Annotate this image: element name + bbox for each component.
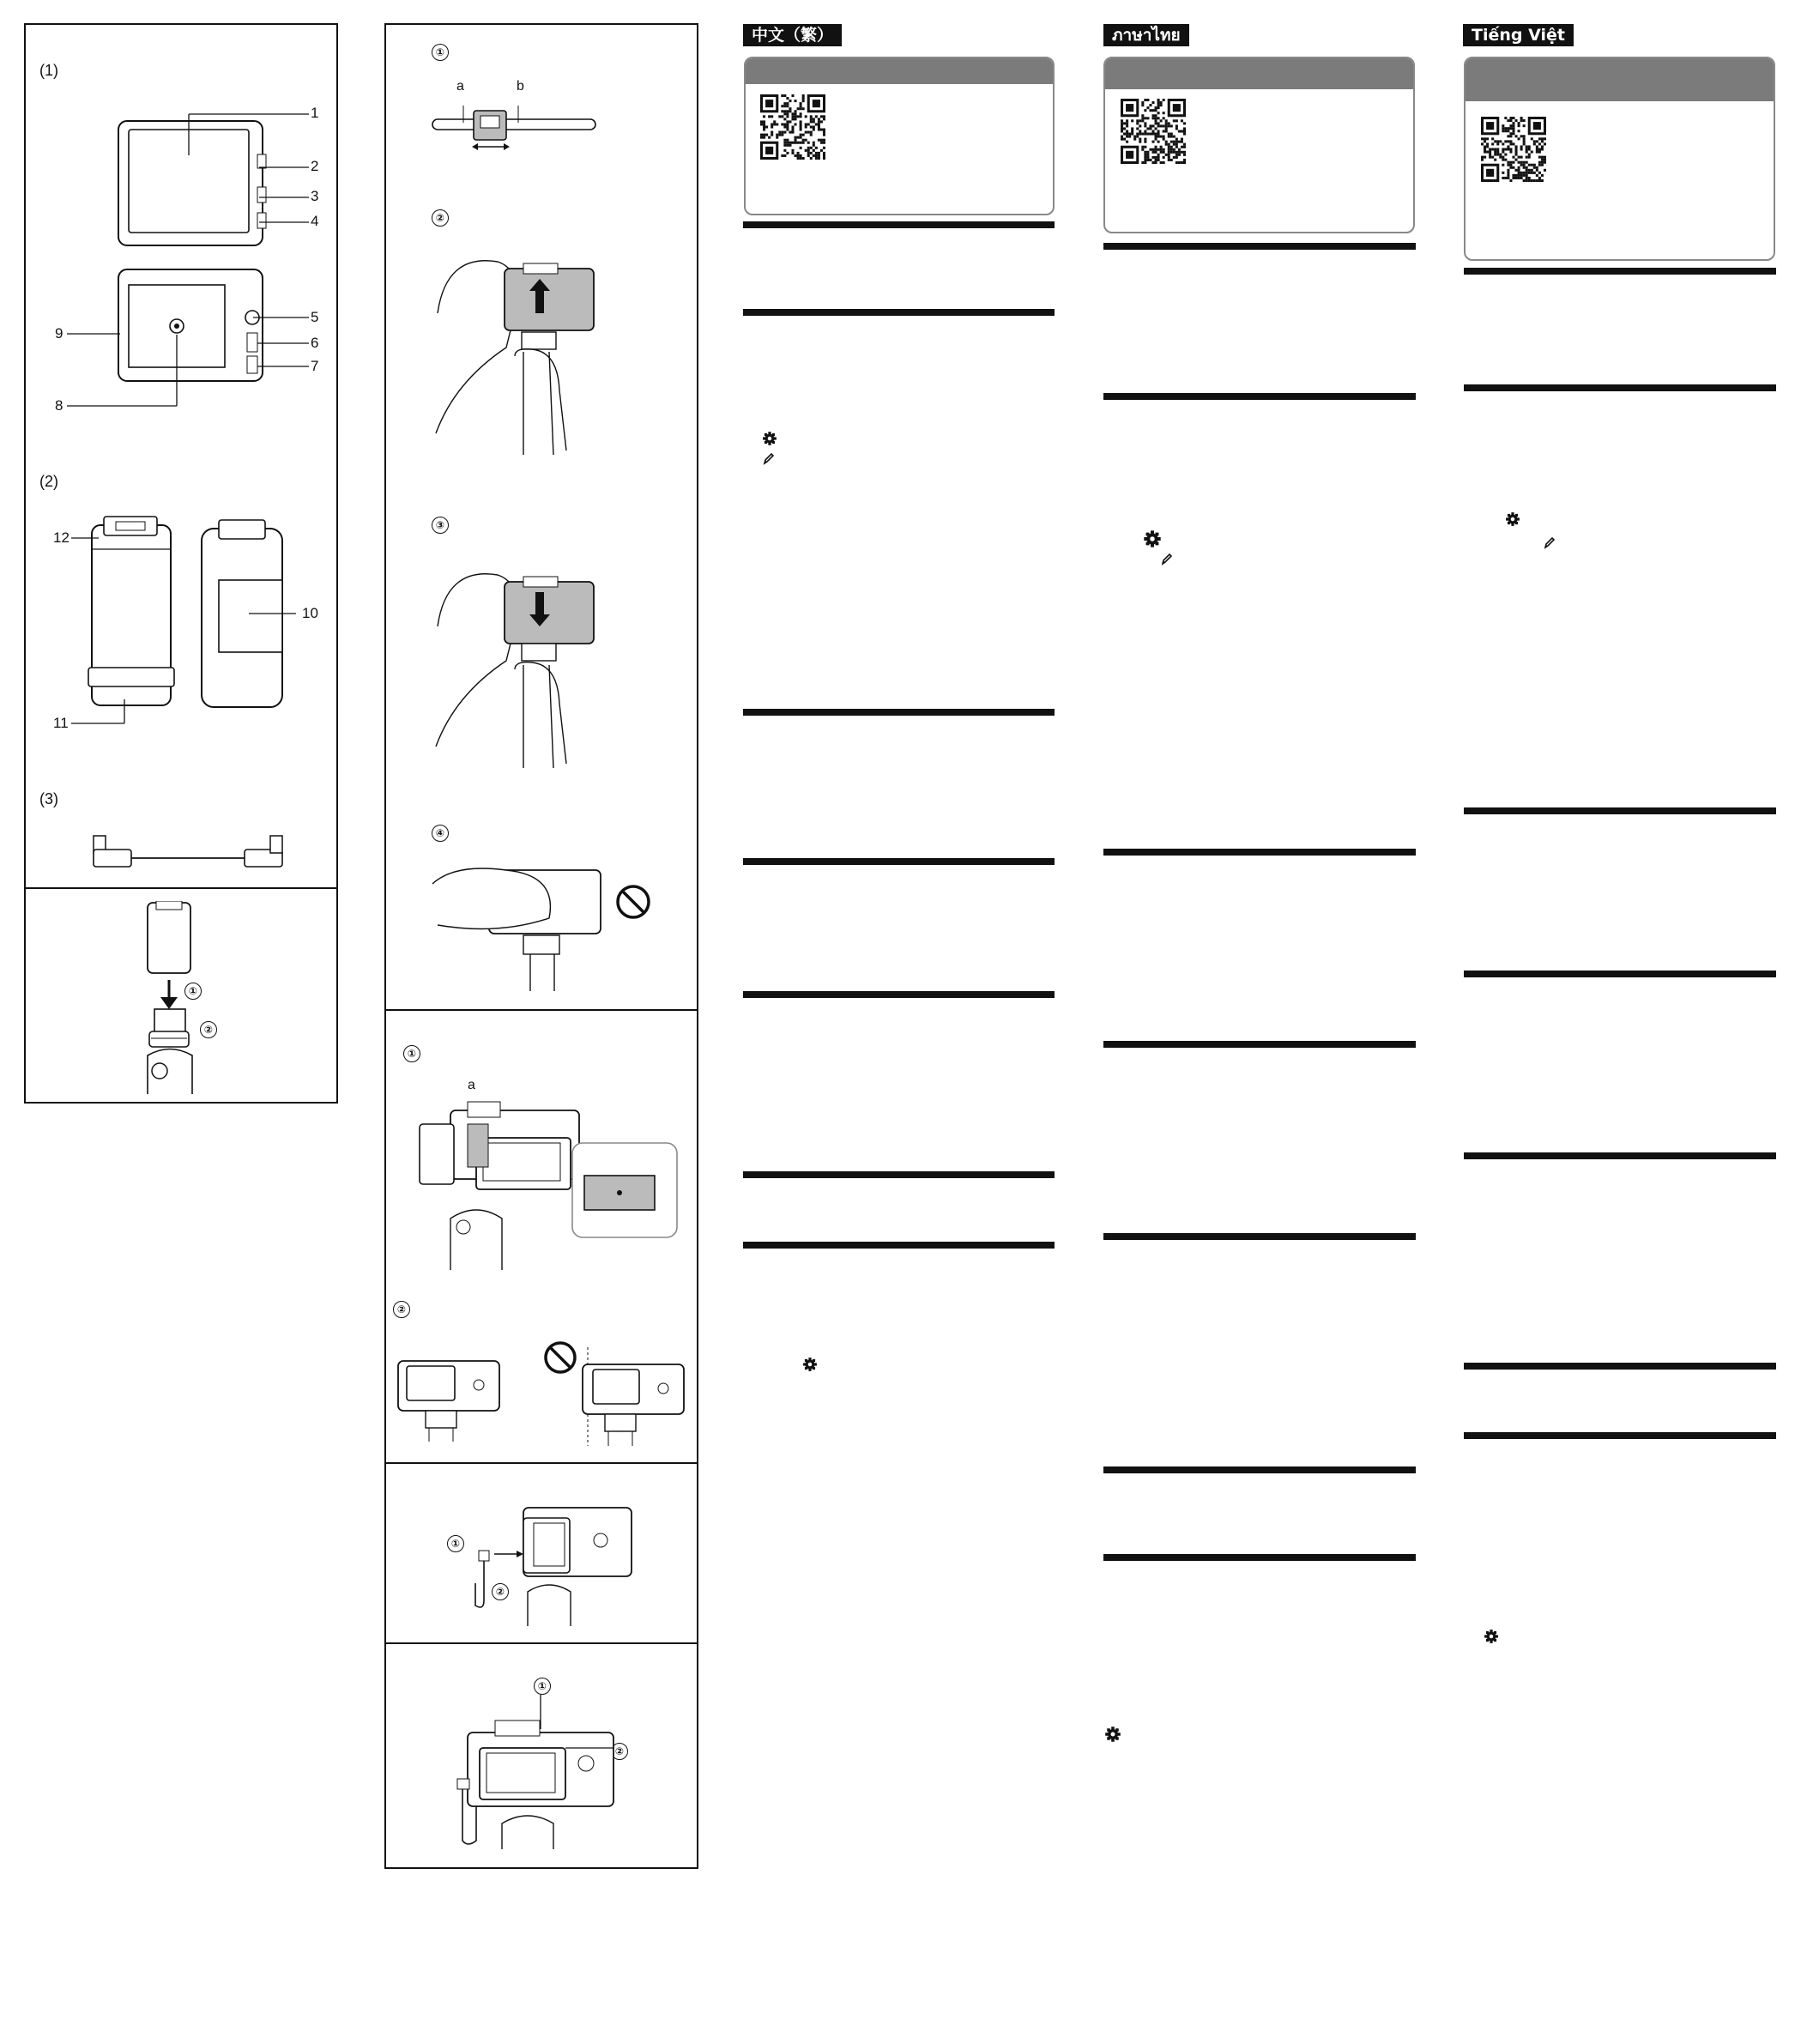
callout-1: 1 (311, 105, 319, 121)
section-rule (1103, 1041, 1416, 1048)
marker-a-label: a (468, 1078, 475, 1092)
holder-top-view-illustration (429, 99, 601, 152)
section-rule (1103, 243, 1416, 250)
gear-icon (1505, 511, 1520, 527)
cable-step-1-label: ① (447, 1535, 464, 1552)
pencil-icon (762, 451, 776, 465)
callout-leaders-holder (64, 528, 313, 725)
gear-icon (1484, 1629, 1499, 1644)
language-tag-th: ภาษาไทย (1103, 24, 1189, 46)
section-rule (1464, 807, 1776, 814)
section-rule (743, 1242, 1055, 1249)
section-rule (1103, 1466, 1416, 1473)
callout-leaders-front (180, 107, 317, 236)
section-rule (1464, 384, 1776, 391)
section-rule (743, 709, 1055, 716)
qr-code-icon[interactable] (760, 94, 825, 160)
callout-7: 7 (311, 358, 319, 374)
step-1-marker: ① (184, 983, 202, 1000)
section-rule (743, 309, 1055, 316)
section-rule (1464, 1152, 1776, 1159)
callout-4: 4 (311, 213, 319, 229)
position-step-1-label: ① (403, 1045, 420, 1062)
slot-b-label: b (517, 79, 524, 94)
callout-10: 10 (302, 605, 318, 621)
wrong-grip-illustration (429, 858, 609, 991)
section-rule (1464, 1363, 1776, 1370)
holder-attach-illustration (129, 901, 232, 1094)
gear-icon (1104, 1726, 1121, 1743)
position-step-2-label: ② (393, 1301, 410, 1318)
section-rule (743, 1171, 1055, 1178)
prohibited-icon (543, 1340, 577, 1375)
section-rule (1103, 849, 1416, 856)
pencil-icon (1160, 552, 1174, 565)
section-rule (1103, 1233, 1416, 1240)
clip-step-1-label: ① (534, 1678, 551, 1695)
part-label-2: (2) (39, 473, 58, 490)
language-tag-zh-tw: 中文（繁） (743, 24, 842, 46)
clip-step-2-label: ② (611, 1743, 628, 1760)
step-2-marker: ② (200, 1021, 217, 1038)
gear-icon (802, 1357, 818, 1372)
callout-9: 9 (55, 325, 63, 342)
incorrect-position-illustration (579, 1347, 691, 1446)
part-label-3: (3) (39, 790, 58, 807)
callout-11: 11 (53, 715, 69, 731)
callout-3: 3 (311, 188, 319, 204)
step-4-label: ④ (432, 825, 449, 842)
step-1-label: ① (432, 44, 449, 61)
cable-connect-illustration (463, 1497, 635, 1626)
section-rule (1464, 971, 1776, 977)
prohibited-icon (615, 884, 651, 920)
section-rule (1464, 1432, 1776, 1439)
part-label-1: (1) (39, 62, 58, 79)
callout-6: 6 (311, 335, 319, 351)
callout-8: 8 (55, 397, 63, 414)
slide-up-illustration (429, 245, 609, 459)
center-alignment-illustration (416, 1098, 678, 1270)
cable-clip-illustration (450, 1695, 622, 1849)
pencil-icon (1543, 535, 1556, 549)
slot-a-label: a (456, 79, 464, 94)
usb-cable-illustration (90, 832, 287, 875)
correct-position-illustration (395, 1356, 502, 1442)
section-rule (1103, 1554, 1416, 1561)
section-rule (743, 858, 1055, 865)
gear-icon (1143, 529, 1162, 548)
qr-code-icon[interactable] (1121, 99, 1186, 164)
callout-5: 5 (311, 309, 319, 325)
callout-leaders-back (51, 309, 317, 412)
section-rule (1464, 268, 1776, 275)
gear-icon (762, 431, 777, 446)
qr-code-icon[interactable] (1481, 117, 1546, 182)
step-3-label: ③ (432, 517, 449, 534)
section-rule (743, 221, 1055, 228)
section-rule (1103, 393, 1416, 400)
language-tag-vi: Tiếng Việt (1463, 24, 1574, 46)
section-rule (743, 991, 1055, 998)
callout-2: 2 (311, 158, 319, 174)
callout-12: 12 (53, 529, 70, 546)
slide-down-illustration (429, 558, 609, 772)
step-2-label: ② (432, 209, 449, 227)
cable-step-2-label: ② (492, 1583, 509, 1600)
